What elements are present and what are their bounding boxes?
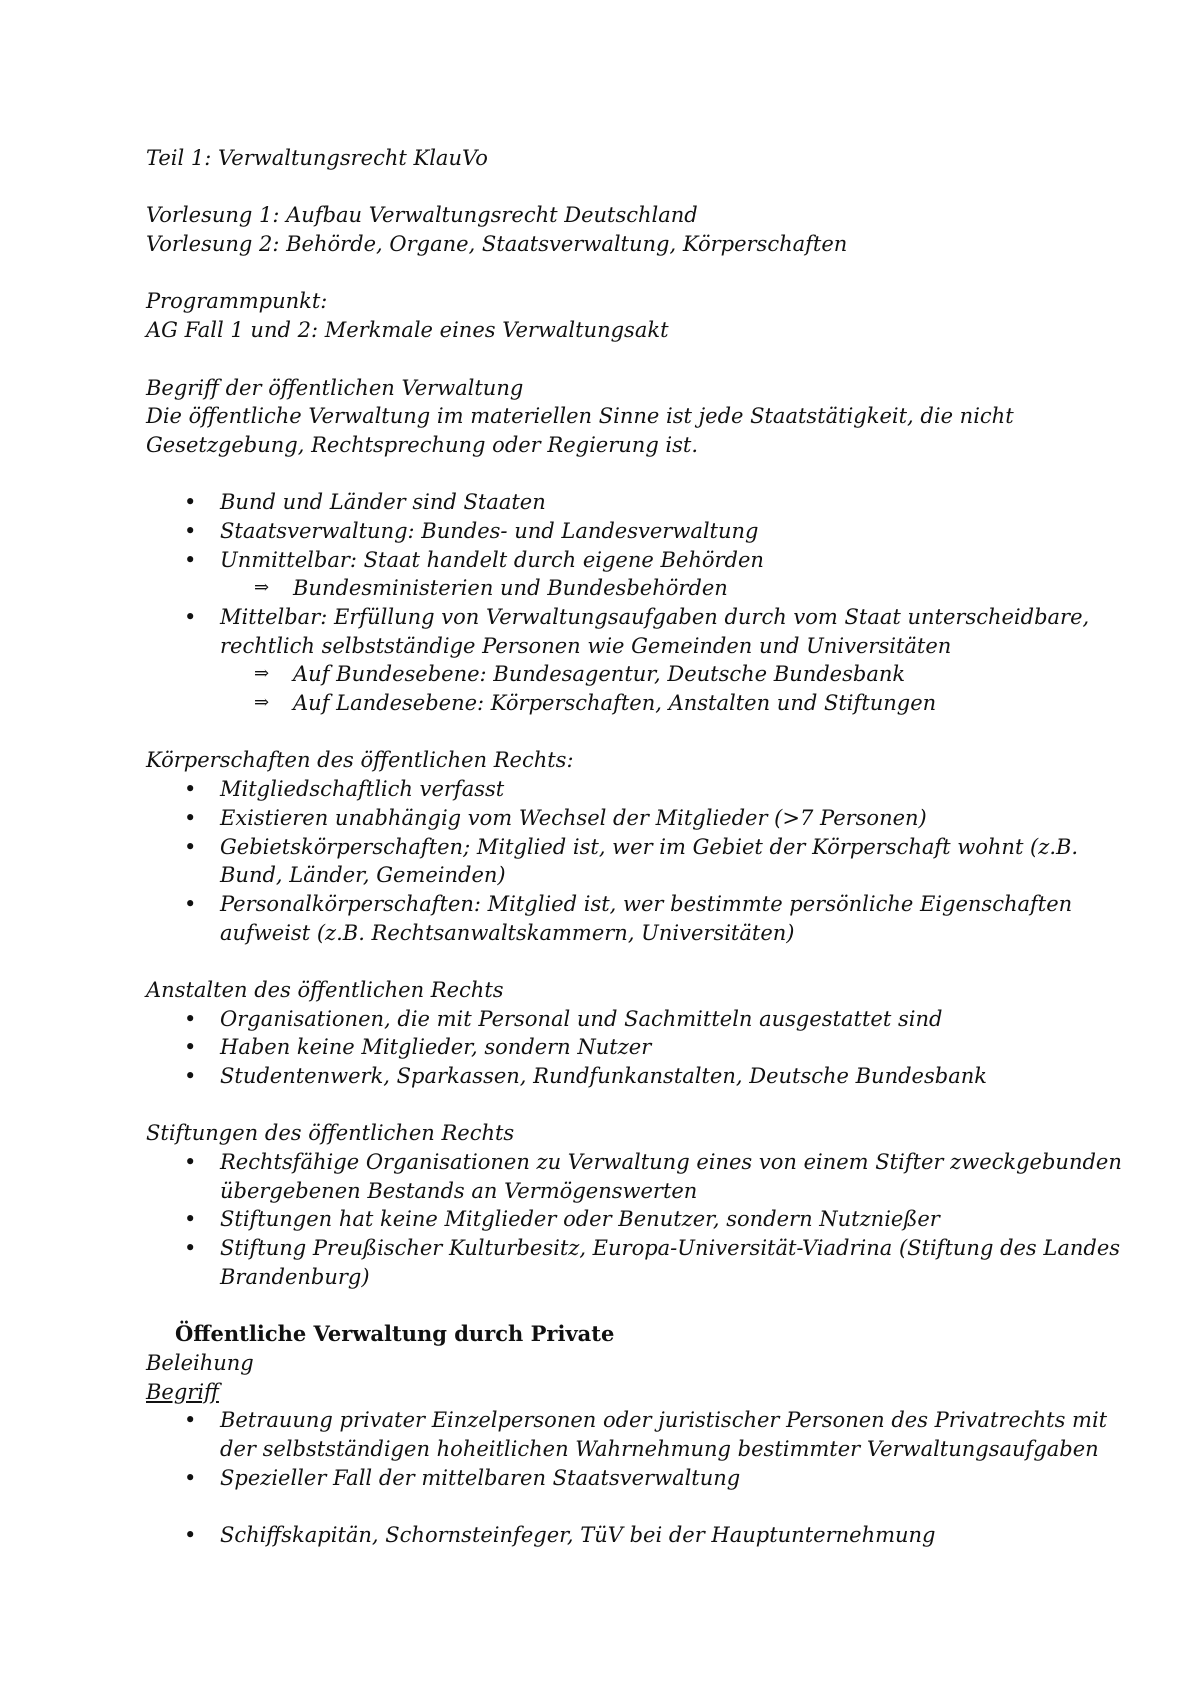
list-item-text: Studentenwerk, Sparkassen, Rundfunkanstalten, Deutsche Bundesbank	[220, 1064, 987, 1088]
list-item	[146, 1005, 1106, 1034]
spacer	[146, 947, 1106, 976]
list-item	[146, 804, 1106, 833]
list-item	[146, 775, 1106, 804]
begriff-text-line-2: Gesetzgebung, Rechtsprechung oder Regierung ist.	[146, 432, 699, 457]
list-item-text: Bund, Länder, Gemeinden)	[220, 863, 506, 888]
begriff-text-line-1: Die öffentliche Verwaltung im materiellen Sinne ist jede Staatstätigkeit, die nicht	[146, 404, 1014, 429]
bullet-icon: •	[184, 1236, 197, 1261]
bullet-icon: •	[184, 834, 197, 859]
list-item-text: Betrauung privater Einzelpersonen oder juristischer Personen des Privatrechts mit	[220, 1408, 1108, 1433]
lecture-1: Vorlesung 1: Aufbau Verwaltungsrecht Deutschland	[146, 203, 698, 228]
list-item-continuation	[146, 861, 1106, 890]
list-item	[146, 890, 1106, 919]
list-item	[146, 1521, 1106, 1550]
bullet-icon: •	[184, 547, 197, 572]
arrow-right-icon: ⇒	[254, 663, 270, 685]
list-item-text: Brandenburg)	[220, 1264, 370, 1289]
beleihung-label: Beleihung	[146, 1350, 254, 1375]
begriff-heading: Begriff der öffentlichen Verwaltung	[146, 375, 524, 400]
spacer	[146, 259, 1106, 288]
spacer	[146, 345, 1106, 374]
spacer	[146, 173, 1106, 202]
sub-list-item-text: Bundesministerien und Bundesbehörden	[293, 576, 728, 601]
stiftungen-heading: Stiftungen des öffentlichen Rechts	[146, 1121, 515, 1146]
bullet-icon: •	[184, 1408, 197, 1433]
list-item	[146, 488, 1106, 517]
arrow-right-icon: ⇒	[254, 577, 270, 599]
bullet-icon: •	[184, 605, 197, 629]
list-item-continuation	[146, 1435, 1106, 1464]
list-item-text: Organisationen, die mit Personal und Sachmitteln ausgestattet sind	[220, 1006, 943, 1031]
list-item-text: Unmittelbar: Staat handelt durch eigene Behörden	[220, 547, 764, 572]
bullet-icon: •	[184, 518, 197, 543]
programm-item: AG Fall 1 und 2: Merkmale eines Verwaltungsakt	[146, 318, 669, 343]
list-item-text: Gebietskörperschaften; Mitglied ist, wer im Gebiet der Körperschaft wohnt (z.B.	[220, 834, 1079, 859]
list-item	[146, 833, 1106, 862]
sub-list-item-text: Auf Bundesebene: Bundesagentur, Deutsche Bundesbank	[293, 662, 906, 687]
list-item-continuation	[146, 1177, 1106, 1206]
bullet-icon: •	[184, 1523, 197, 1547]
bullet-icon: •	[184, 891, 197, 916]
list-item	[146, 1205, 1106, 1234]
list-item-text: Personalkörperschaften: Mitglied ist, wer bestimmte persönliche Eigenschaften	[220, 891, 1073, 916]
list-item-text: rechtlich selbstständige Personen wie Gemeinden und Universitäten	[220, 633, 952, 658]
bullet-icon: •	[184, 777, 197, 802]
document-page	[146, 144, 1122, 1550]
spacer	[146, 460, 1106, 489]
private-heading: Öffentliche Verwaltung durch Private	[175, 1321, 615, 1347]
list-item	[146, 1033, 1106, 1062]
list-item	[146, 1464, 1106, 1493]
list-item-text: Mittelbar: Erfüllung von Verwaltungsaufgaben durch vom Staat unterscheidbare,	[220, 605, 1090, 629]
bullet-icon: •	[184, 1207, 197, 1232]
arrow-right-icon: ⇒	[254, 692, 270, 714]
list-item-text: Staatsverwaltung: Bundes- und Landesverwaltung	[220, 518, 759, 543]
anstalten-heading: Anstalten des öffentlichen Rechts	[146, 977, 504, 1002]
sub-list-item	[146, 660, 1106, 689]
list-item	[146, 1234, 1121, 1263]
koerperschaften-heading: Körperschaften des öffentlichen Rechts:	[146, 748, 574, 773]
list-item-text: Rechtsfähige Organisationen zu Verwaltung eines von einem Stifter zweckgebunden	[220, 1150, 1122, 1175]
list-item-text: aufweist (z.B. Rechtsanwaltskammern, Universitäten)	[220, 920, 795, 945]
bullet-icon: •	[184, 1035, 197, 1060]
bullet-icon: •	[184, 1064, 197, 1088]
list-item-text: Mitgliedschaftlich verfasst	[220, 777, 505, 802]
spacer	[146, 718, 1106, 747]
list-item	[146, 517, 1106, 546]
list-item	[146, 546, 1106, 575]
sub-list-item	[146, 689, 1106, 718]
begriff-label: Begriff	[146, 1379, 219, 1404]
list-item-text: Spezieller Fall der mittelbaren Staatsverwaltung	[220, 1465, 741, 1490]
list-item	[146, 1148, 1122, 1177]
list-item-text: Existieren unabhängig vom Wechsel der Mitglieder (>7 Personen)	[220, 805, 927, 830]
sub-list-item	[146, 574, 1106, 603]
list-item-continuation	[146, 919, 1106, 948]
bullet-icon: •	[184, 805, 197, 830]
sub-list-item-text: Auf Landesebene: Körperschaften, Anstalten und Stiftungen	[293, 691, 937, 716]
list-item	[146, 1062, 1106, 1091]
bullet-icon: •	[184, 1465, 197, 1490]
list-item-text: Schiffskapitän, Schornsteinfeger, TüV bei der Hauptunternehmung	[220, 1523, 936, 1547]
list-item-text: Haben keine Mitglieder, sondern Nutzer	[220, 1035, 652, 1060]
spacer	[146, 1292, 1106, 1321]
list-item	[146, 1406, 1106, 1435]
list-item-continuation	[146, 632, 1106, 661]
list-item-text: übergebenen Bestands an Vermögenswerten	[220, 1178, 698, 1203]
list-item	[146, 603, 1106, 632]
programm-label: Programmpunkt:	[146, 289, 328, 314]
document-title: Teil 1: Verwaltungsrecht KlauVo	[146, 146, 488, 170]
list-item-text: Stiftungen hat keine Mitglieder oder Benutzer, sondern Nutznießer	[220, 1207, 940, 1232]
list-item-continuation	[146, 1263, 1106, 1292]
bullet-icon: •	[184, 490, 197, 515]
spacer	[146, 1492, 1106, 1521]
list-item-text: Bund und Länder sind Staaten	[220, 490, 546, 515]
spacer	[146, 1091, 1106, 1120]
list-item-text: der selbstständigen hoheitlichen Wahrnehmung bestimmter Verwaltungsaufgaben	[220, 1436, 1099, 1461]
lecture-2: Vorlesung 2: Behörde, Organe, Staatsverwaltung, Körperschaften	[146, 232, 848, 257]
list-item-text: Stiftung Preußischer Kulturbesitz, Europa-Universität-Viadrina (Stiftung des Landes	[220, 1236, 1121, 1261]
bullet-icon: •	[184, 1150, 197, 1175]
bullet-icon: •	[184, 1006, 197, 1031]
